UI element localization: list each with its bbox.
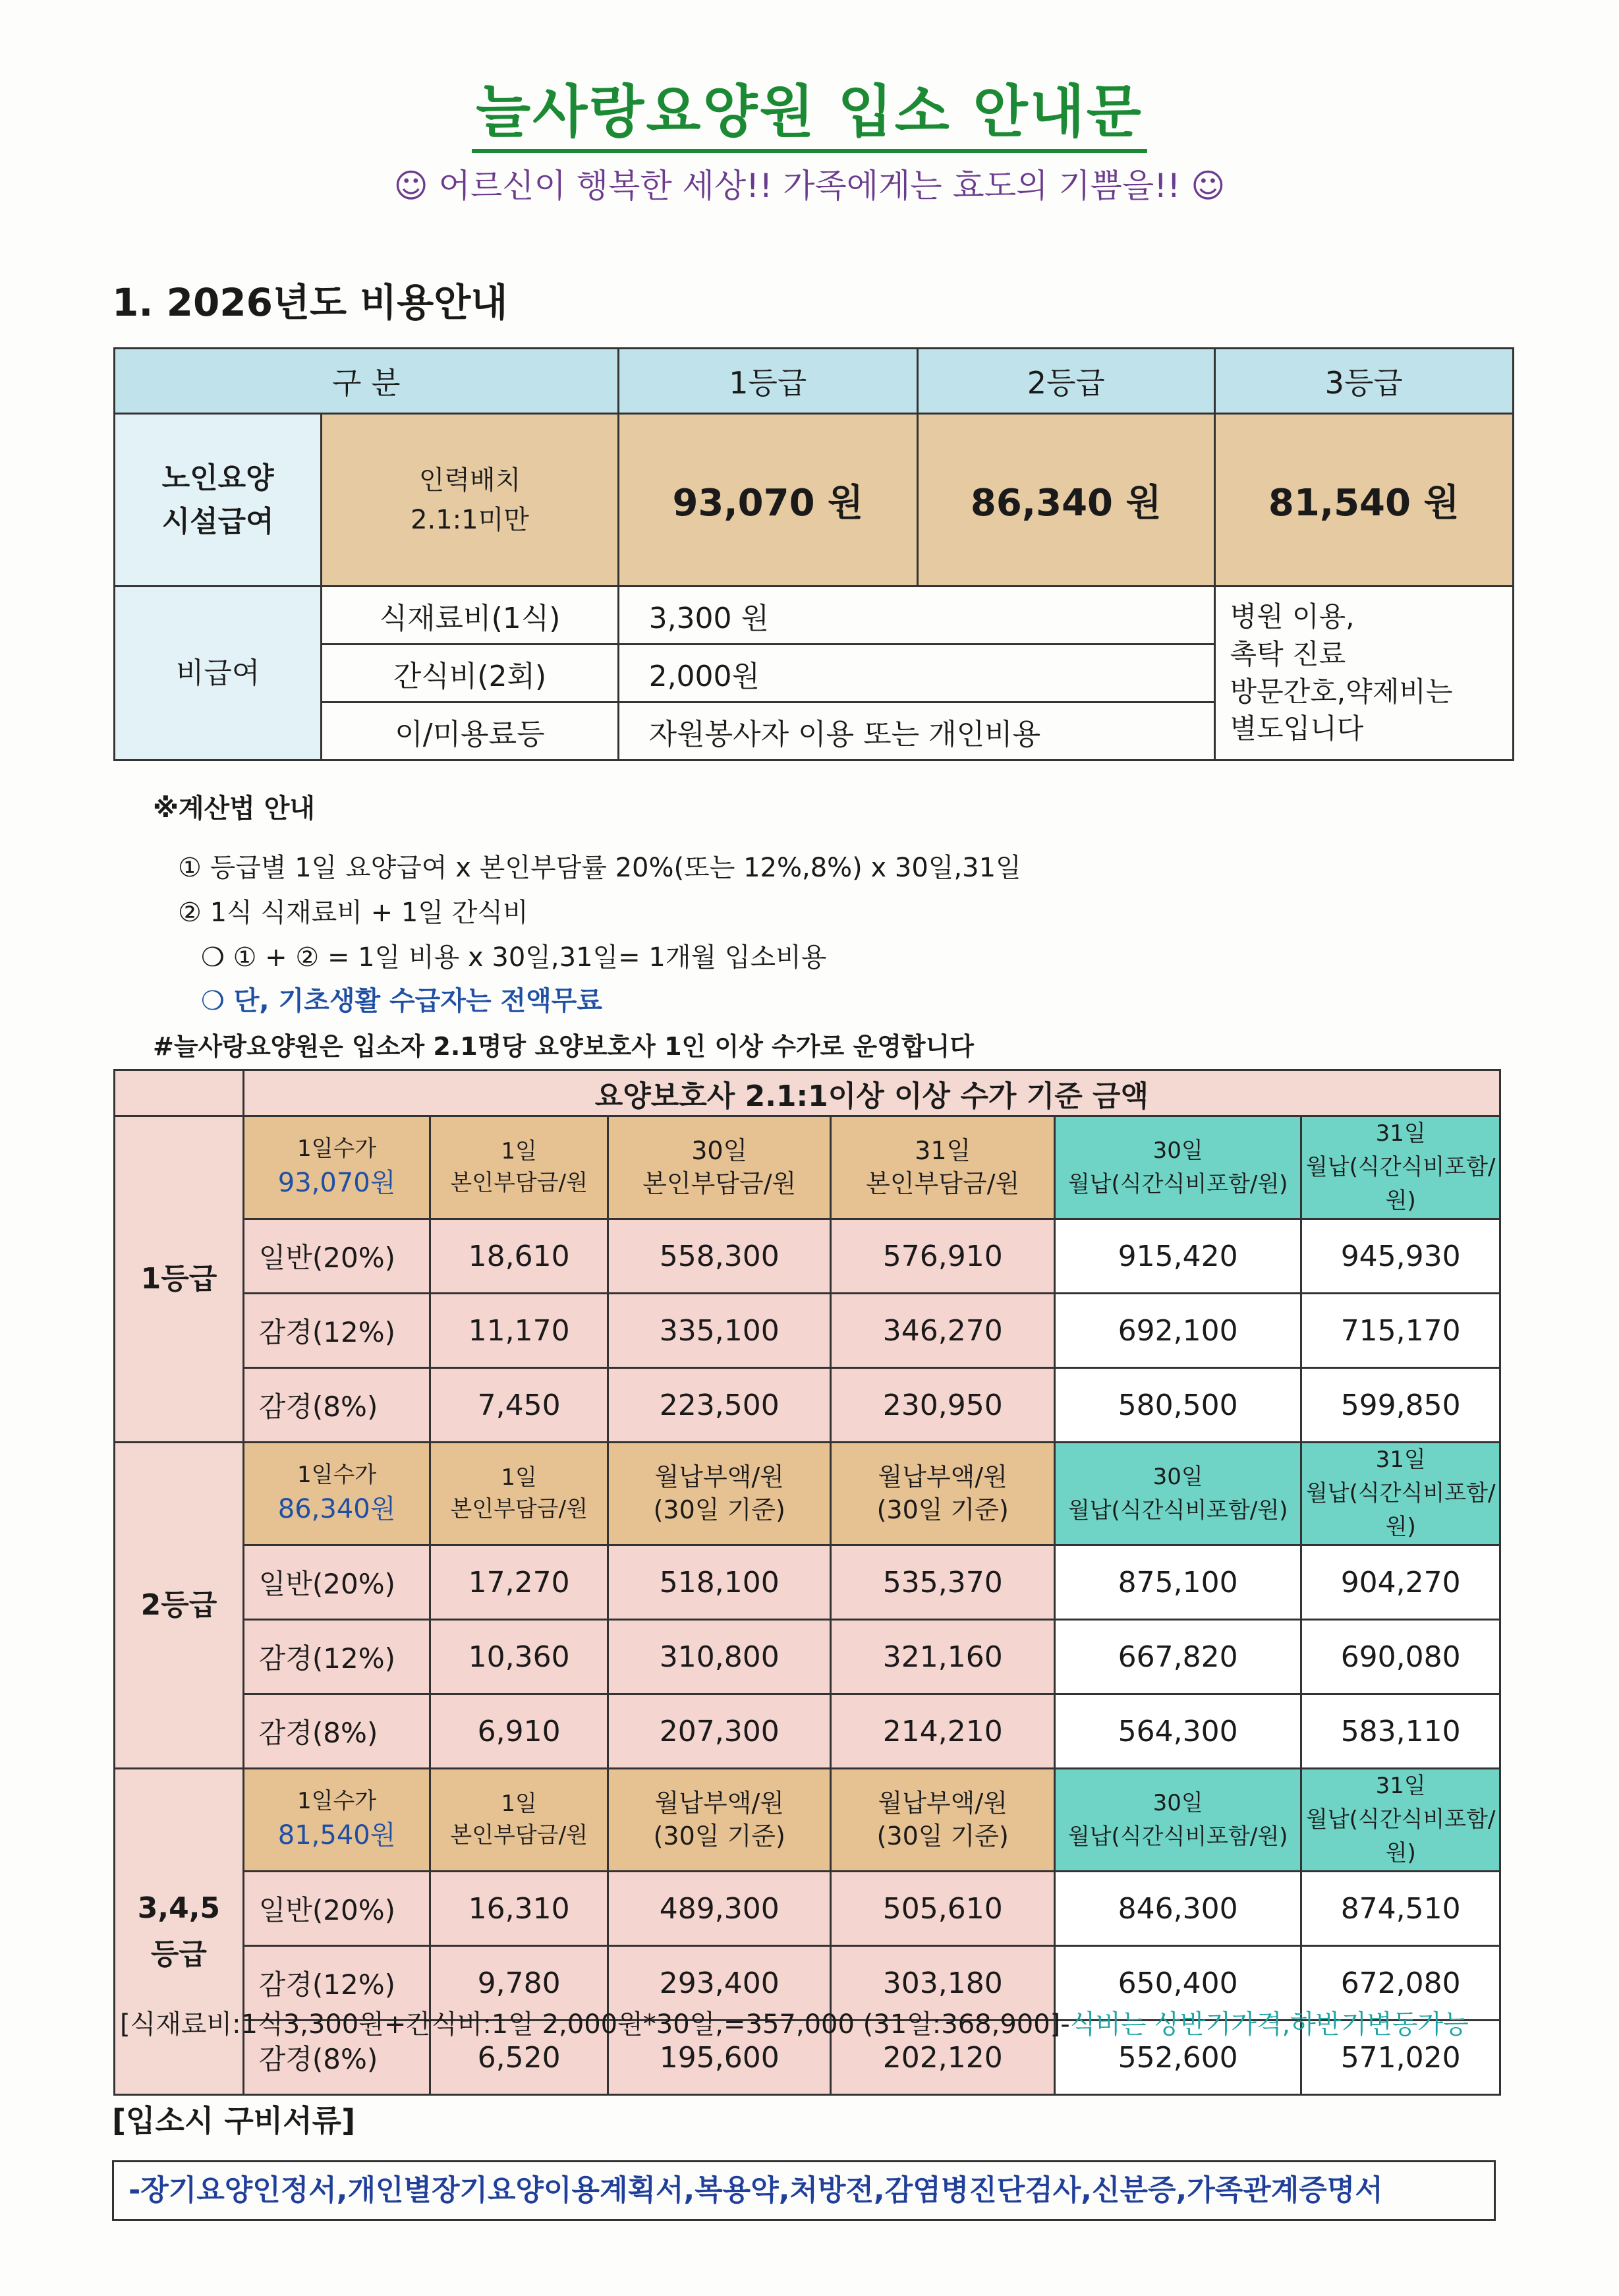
table-cell: 17,270 <box>430 1545 608 1620</box>
column-header: 월납부액/원 (30일 기준) <box>608 1443 831 1545</box>
benefit-grade1: 93,070 원 <box>618 414 917 587</box>
benefit-grade2: 86,340 원 <box>918 414 1214 587</box>
corner-cell <box>115 1070 244 1116</box>
footnote-note: 식비는 상반기가격,하반기변동가능 <box>1069 2009 1469 2040</box>
rate-label: 감경(8%) <box>243 1368 430 1443</box>
column-header: 31일 본인부담금/원 <box>831 1116 1054 1219</box>
table-cell: 599,850 <box>1301 1368 1500 1443</box>
table-cell: 874,510 <box>1301 1872 1500 1946</box>
table-cell: 945,930 <box>1301 1219 1500 1294</box>
table-cell: 214,210 <box>831 1694 1054 1769</box>
grade-label: 1등급 <box>115 1116 244 1443</box>
table-cell: 915,420 <box>1054 1219 1301 1294</box>
daily-fee-header <box>243 1769 430 1872</box>
table-row <box>115 1694 1500 1769</box>
header-grade3: 3등급 <box>1214 349 1514 414</box>
calc-heading: ※계산법 안내 <box>153 793 316 824</box>
column-header: 월납부액/원 (30일 기준) <box>608 1769 831 1872</box>
footnote-text: [식재료비:1식3,300원+간식비:1일 2,000원*30일,=357,000 (31일:368,900]- <box>120 2009 1070 2040</box>
section1-title: 1. 2026년도 비용안내 <box>112 280 508 325</box>
daily-fee-value: 93,070원 <box>277 1168 396 1199</box>
daily-fee-label: 1일수가 <box>297 1461 377 1488</box>
rate-label: 감경(12%) <box>243 1620 430 1694</box>
table-cell: 223,500 <box>608 1368 831 1443</box>
table-cell: 904,270 <box>1301 1545 1500 1620</box>
table-cell: 583,110 <box>1301 1694 1500 1769</box>
header-category: 구 분 <box>115 349 619 414</box>
table-row <box>115 1545 1500 1620</box>
column-header: 31일 월납(식간식비포함/원) <box>1301 1769 1500 1872</box>
grade-label: 3,4,5 등급 <box>115 1769 244 2095</box>
table-cell: 692,100 <box>1054 1294 1301 1368</box>
calc-line-3: ❍ ① + ② = 1일 비용 x 30일,31일= 1개월 입소비용 <box>201 942 827 973</box>
table-cell: 10,360 <box>430 1620 608 1694</box>
column-header: 1일 본인부담금/원 <box>430 1769 608 1872</box>
free-note: ❍ 단, 기초생활 수급자는 전액무료 <box>201 986 603 1016</box>
nonbenefit-value: 자원봉사자 이용 또는 개인비용 <box>618 703 1214 761</box>
docs-heading: [입소시 구비서류] <box>112 2103 356 2138</box>
nonbenefit-item: 간식비(2회) <box>322 645 618 703</box>
table-cell: 18,610 <box>430 1219 608 1294</box>
table-row <box>115 1620 1500 1694</box>
calc-line-2: ② 1식 식재료비 + 1일 간식비 <box>178 898 528 928</box>
table-cell: 310,800 <box>608 1620 831 1694</box>
nonbenefit-value: 3,300 원 <box>618 587 1214 645</box>
nonbenefit-item: 식재료비(1식) <box>322 587 618 645</box>
column-header: 30일 월납(식간식비포함/원) <box>1054 1116 1301 1219</box>
table-cell: 335,100 <box>608 1294 831 1368</box>
table-row <box>115 1219 1500 1294</box>
nonbenefit-label: 비급여 <box>115 587 322 761</box>
rate-label: 감경(8%) <box>243 2021 430 2095</box>
table-cell: 6,520 <box>430 2021 608 2095</box>
nonbenefit-value: 2,000원 <box>618 645 1214 703</box>
table-cell: 230,950 <box>831 1368 1054 1443</box>
table-cell: 875,100 <box>1054 1545 1301 1620</box>
table-cell: 690,080 <box>1301 1620 1500 1694</box>
column-header: 1일 본인부담금/원 <box>430 1443 608 1545</box>
grade-label: 2등급 <box>115 1443 244 1769</box>
operation-note: #늘사랑요양원은 입소자 2.1명당 요양보호사 1인 이상 수가로 운영합니다 <box>153 1032 975 1061</box>
table-cell: 552,600 <box>1054 2021 1301 2095</box>
staffing-ratio: 인력배치 2.1:1미만 <box>322 414 618 587</box>
table-cell: 576,910 <box>831 1219 1054 1294</box>
table-row <box>115 1294 1500 1368</box>
calc-line-1: ① 등급별 1일 요양급여 x 본인부담률 20%(또는 12%,8%) x 30일,31일 <box>178 853 1021 883</box>
table-cell: 303,180 <box>831 1946 1054 2021</box>
table-cell: 6,910 <box>430 1694 608 1769</box>
rate-label: 감경(12%) <box>243 1946 430 2021</box>
table-cell: 715,170 <box>1301 1294 1500 1368</box>
table-cell: 505,610 <box>831 1872 1054 1946</box>
nonbenefit-note: 병원 이용, 촉탁 진료 방문간호,약제비는 별도입니다 <box>1214 587 1514 761</box>
daily-fee-header <box>243 1443 430 1545</box>
daily-fee-value: 81,540원 <box>277 1820 396 1851</box>
table-cell: 846,300 <box>1054 1872 1301 1946</box>
column-header: 월납부액/원 (30일 기준) <box>831 1443 1054 1545</box>
table-cell: 667,820 <box>1054 1620 1301 1694</box>
table-cell: 518,100 <box>608 1545 831 1620</box>
column-header: 월납부액/원 (30일 기준) <box>831 1769 1054 1872</box>
table-cell: 293,400 <box>608 1946 831 2021</box>
footnote <box>120 2003 1469 2041</box>
document-title: 늘사랑요양원 입소 안내문 <box>0 66 1619 148</box>
table-cell: 9,780 <box>430 1946 608 2021</box>
column-header: 1일 본인부담금/원 <box>430 1116 608 1219</box>
table-cell: 202,120 <box>831 2021 1054 2095</box>
daily-fee-label: 1일수가 <box>297 1135 377 1162</box>
fee-table-title: 요양보호사 2.1:1이상 이상 수가 기준 금액 <box>243 1070 1500 1116</box>
benefit-grade3: 81,540 원 <box>1214 414 1514 587</box>
table-cell: 195,600 <box>608 2021 831 2095</box>
table-cell: 321,160 <box>831 1620 1054 1694</box>
column-header: 30일 본인부담금/원 <box>608 1116 831 1219</box>
daily-fee-header <box>243 1116 430 1219</box>
table-row <box>115 1872 1500 1946</box>
table-cell: 346,270 <box>831 1294 1054 1368</box>
rate-label: 일반(20%) <box>243 1219 430 1294</box>
rate-label: 일반(20%) <box>243 1545 430 1620</box>
rate-label: 일반(20%) <box>243 1872 430 1946</box>
table-cell: 489,300 <box>608 1872 831 1946</box>
column-header: 30일 월납(식간식비포함/원) <box>1054 1443 1301 1545</box>
table-cell: 650,400 <box>1054 1946 1301 2021</box>
header-grade1: 1등급 <box>618 349 917 414</box>
column-header: 31일 월납(식간식비포함/원) <box>1301 1116 1500 1219</box>
column-header: 31일 월납(식간식비포함/원) <box>1301 1443 1500 1545</box>
table-row <box>115 1368 1500 1443</box>
table-cell: 207,300 <box>608 1694 831 1769</box>
table-cell: 535,370 <box>831 1545 1054 1620</box>
table-cell: 558,300 <box>608 1219 831 1294</box>
docs-list: -장기요양인정서,개인별장기요양이용계획서,복용약,처방전,감염병진단검사,신분증,가족관계증명서 <box>112 2160 1496 2221</box>
table-cell: 571,020 <box>1301 2021 1500 2095</box>
rate-label: 감경(8%) <box>243 1694 430 1769</box>
table-cell: 7,450 <box>430 1368 608 1443</box>
daily-fee-value: 86,340원 <box>277 1494 396 1525</box>
table-cell: 580,500 <box>1054 1368 1301 1443</box>
daily-fee-label: 1일수가 <box>297 1787 377 1814</box>
fee-table <box>113 1069 1501 2096</box>
subtitle: ☺ 어르신이 행복한 세상!! 가족에게는 효도의 기쁨을!! ☺ <box>393 167 1226 205</box>
rate-label: 감경(12%) <box>243 1294 430 1368</box>
nonbenefit-item: 이/미용료등 <box>322 703 618 761</box>
table-cell: 672,080 <box>1301 1946 1500 2021</box>
cost-table <box>113 347 1514 761</box>
table-cell: 11,170 <box>430 1294 608 1368</box>
header-grade2: 2등급 <box>918 349 1214 414</box>
column-header: 30일 월납(식간식비포함/원) <box>1054 1769 1301 1872</box>
table-cell: 16,310 <box>430 1872 608 1946</box>
table-cell: 564,300 <box>1054 1694 1301 1769</box>
benefit-label: 노인요양 시설급여 <box>115 414 322 587</box>
